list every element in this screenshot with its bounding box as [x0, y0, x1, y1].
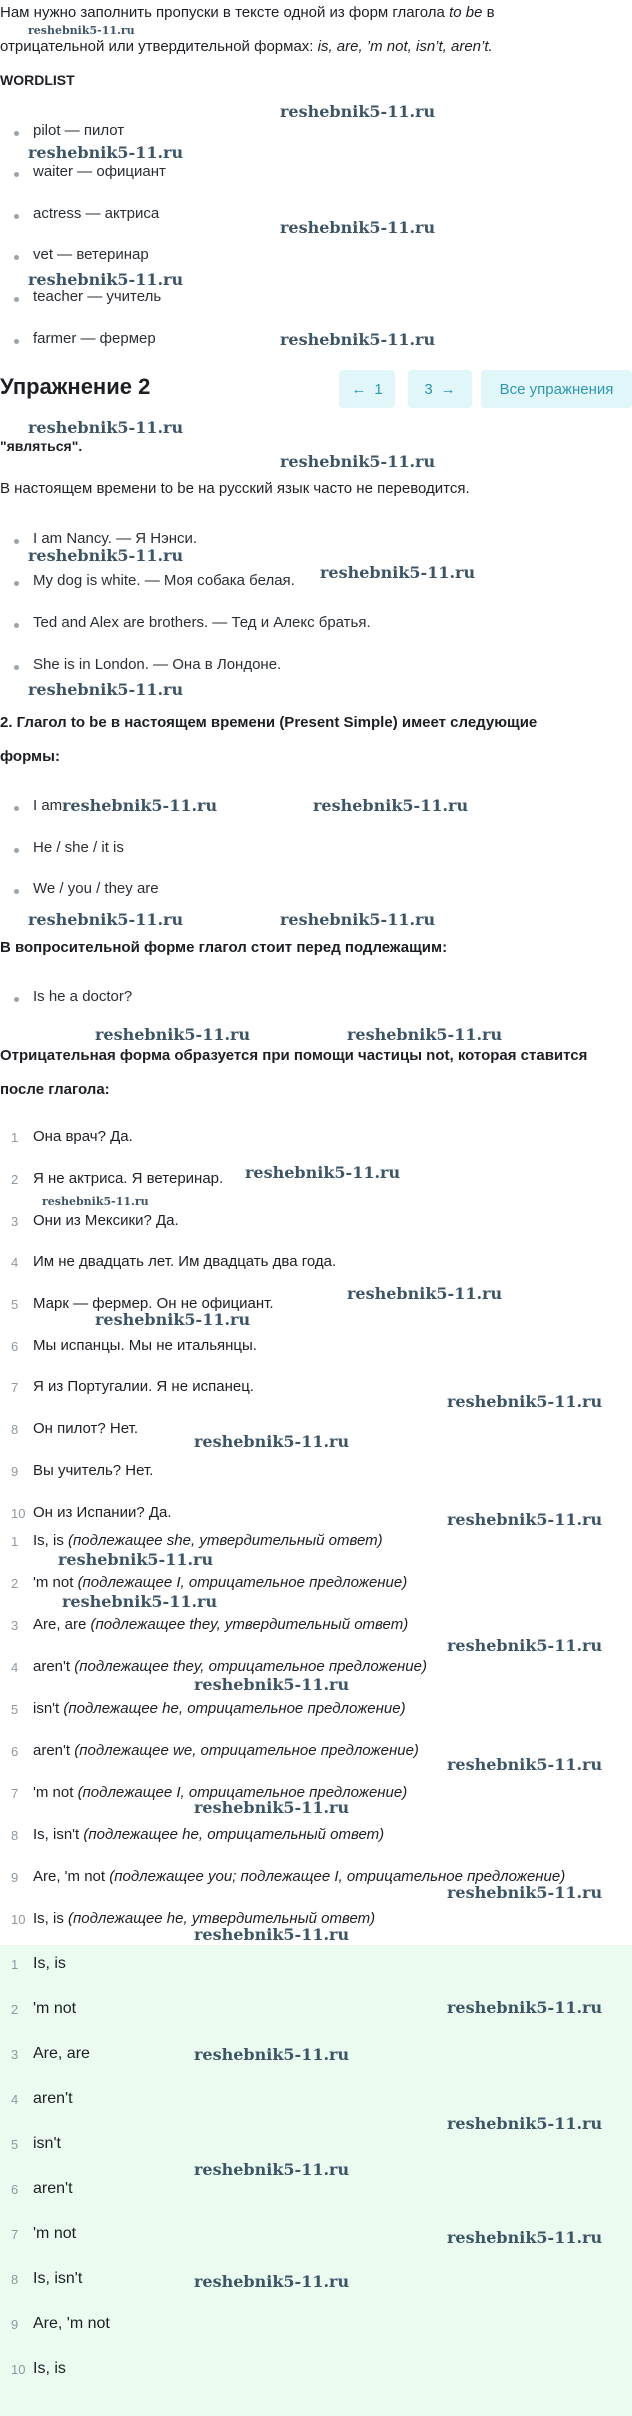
bullet-icon [14, 665, 19, 670]
watermark: reshebnik5-11.ru [194, 1432, 350, 1451]
explanation-item [33, 1658, 427, 1675]
watermark: reshebnik5-11.ru [447, 1998, 603, 2017]
explanation-note: (подлежащее she, утвердительный ответ) [68, 1532, 383, 1549]
all-exercises-button[interactable]: Все упражнения [481, 370, 632, 408]
explanation-item-number: 3 [11, 1618, 19, 1633]
explanation-answer: aren't [33, 1658, 71, 1675]
watermark: reshebnik5-11.ru [447, 1510, 603, 1529]
arrow-right-icon: → [440, 380, 456, 398]
negative-heading-1: Отрицательная форма образуется при помощи частицы not, которая ставится [0, 1047, 588, 1064]
form-item: I am [33, 797, 63, 814]
answer-item-number: 4 [11, 2092, 19, 2107]
watermark: reshebnik5-11.ru [62, 1592, 218, 1611]
forms-heading-1: 2. Глагол to be в настоящем времени (Present Simple) имеет следующие [0, 714, 538, 731]
bullet-icon [14, 581, 19, 586]
translation-item: Он из Испании? Да. [33, 1504, 172, 1521]
watermark: reshebnik5-11.ru [28, 418, 184, 437]
bullet-icon [14, 539, 19, 544]
explanation-item-number: 4 [11, 1660, 19, 1675]
answer-item-number: 5 [11, 2137, 19, 2152]
explanation-answer: isn't [33, 1700, 60, 1717]
explanation-item-number: 1 [11, 1534, 19, 1549]
watermark: reshebnik5-11.ru [313, 796, 469, 815]
bullet-icon [14, 623, 19, 628]
cut-line: "являться". [0, 438, 83, 454]
answer-item: aren't [33, 2180, 73, 2197]
answer-item-number: 10 [11, 2362, 26, 2377]
watermark: reshebnik5-11.ru [194, 1675, 350, 1694]
answer-item: 'm not [33, 2225, 77, 2242]
watermark: reshebnik5-11.ru [42, 1195, 149, 1208]
translation-item-number: 6 [11, 1339, 19, 1354]
answer-item: Is, is [33, 1955, 66, 1972]
arrow-left-icon: ← [351, 380, 367, 398]
bullet-icon [14, 131, 19, 136]
translation-item: Я из Португалии. Я не испанец. [33, 1378, 254, 1395]
bullet-icon [14, 806, 19, 811]
answer-item: Is, isn't [33, 2270, 83, 2287]
answer-item: 'm not [33, 2000, 77, 2017]
answer-item: Is, is [33, 2360, 66, 2377]
to-be-note: В настоящем времени to be на русский язык часто не переводится. [0, 480, 470, 497]
watermark: reshebnik5-11.ru [28, 910, 184, 929]
explanation-answer: Are, 'm not [33, 1868, 106, 1885]
explanation-note: (подлежащее I, отрицательное предложение) [77, 1784, 408, 1801]
watermark: reshebnik5-11.ru [280, 218, 436, 237]
explanation-answer: Is, is [33, 1910, 64, 1927]
watermark: reshebnik5-11.ru [447, 2114, 603, 2133]
explanation-note: (подлежащее we, отрицательное предложение) [74, 1742, 419, 1759]
explanation-answer: 'm not [33, 1784, 74, 1801]
watermark: reshebnik5-11.ru [447, 1636, 603, 1655]
wordlist-item: farmer — фермер [33, 330, 156, 347]
explanation-note: (подлежащее he, отрицательный ответ) [83, 1826, 385, 1843]
explanation-item-number: 5 [11, 1702, 19, 1717]
watermark: reshebnik5-11.ru [28, 270, 184, 289]
question-example: Is he a doctor? [33, 988, 133, 1005]
watermark: reshebnik5-11.ru [194, 1925, 350, 1944]
watermark: reshebnik5-11.ru [58, 1550, 214, 1569]
prev-exercise-button[interactable]: ← 1 [339, 370, 395, 408]
watermark: reshebnik5-11.ru [194, 2045, 350, 2064]
bullet-icon [14, 297, 19, 302]
translation-item: Она врач? Да. [33, 1128, 133, 1145]
answer-item-number: 1 [11, 1957, 19, 1972]
translation-item: Им не двадцать лет. Им двадцать два года. [33, 1253, 337, 1270]
wordlist-title: WORDLIST [0, 72, 75, 88]
explanation-note: (подлежащее they, отрицательное предложение) [74, 1658, 427, 1675]
translation-item-number: 7 [11, 1380, 19, 1395]
wordlist-item: pilot — пилот [33, 122, 125, 139]
watermark: reshebnik5-11.ru [347, 1025, 503, 1044]
translation-item-number: 2 [11, 1172, 19, 1187]
explanation-item [33, 1700, 406, 1717]
answer-item: Are, are [33, 2045, 90, 2062]
translation-item-number: 3 [11, 1214, 19, 1229]
translation-item: Он пилот? Нет. [33, 1420, 138, 1437]
forms-heading-2: формы: [0, 748, 60, 765]
answer-item-number: 9 [11, 2317, 19, 2332]
explanation-answer: aren't [33, 1742, 71, 1759]
translation-item-number: 1 [11, 1130, 19, 1145]
watermark: reshebnik5-11.ru [28, 143, 184, 162]
explanation-item [33, 1826, 384, 1843]
bullet-icon [14, 997, 19, 1002]
answer-item-number: 6 [11, 2182, 19, 2197]
example-item: My dog is white. — Моя собака белая. [33, 572, 295, 589]
translation-item: Я не актриса. Я ветеринар. [33, 1170, 224, 1187]
example-item: She is in London. — Она в Лондоне. [33, 656, 282, 673]
wordlist-item: actress — актриса [33, 205, 160, 222]
explanation-item-number: 7 [11, 1786, 19, 1801]
watermark: reshebnik5-11.ru [95, 1310, 251, 1329]
explanation-answer: Is, isn't [33, 1826, 80, 1843]
answer-item: isn't [33, 2135, 61, 2152]
translation-item-number: 4 [11, 1255, 19, 1270]
watermark: reshebnik5-11.ru [28, 680, 184, 699]
watermark: reshebnik5-11.ru [194, 2160, 350, 2179]
watermark: reshebnik5-11.ru [280, 910, 436, 929]
example-item: Ted and Alex are brothers. — Тед и Алекс братья. [33, 614, 371, 631]
form-item: We / you / they are [33, 880, 159, 897]
answer-item: Are, 'm not [33, 2315, 110, 2332]
answer-item-number: 2 [11, 2002, 19, 2017]
explanation-item-number: 2 [11, 1576, 19, 1591]
watermark: reshebnik5-11.ru [280, 452, 436, 471]
intro-line-1: Нам нужно заполнить пропуски в тексте одной из форм глагола to be в [0, 4, 495, 21]
answer-item: aren't [33, 2090, 73, 2107]
translation-item-number: 8 [11, 1422, 19, 1437]
wordlist-item: waiter — официант [33, 163, 166, 180]
watermark: reshebnik5-11.ru [194, 2272, 350, 2291]
exercise-title: Упражнение 2 [0, 374, 151, 399]
explanation-item-number: 6 [11, 1744, 19, 1759]
translation-item: Вы учитель? Нет. [33, 1462, 154, 1479]
bullet-icon [14, 214, 19, 219]
translation-item-number: 5 [11, 1297, 19, 1312]
answer-item-number: 7 [11, 2227, 19, 2242]
watermark: reshebnik5-11.ru [447, 1392, 603, 1411]
question-heading: В вопросительной форме глагол стоит перед подлежащим: [0, 939, 448, 956]
watermark: reshebnik5-11.ru [280, 102, 436, 121]
translation-item: Мы испанцы. Мы не итальянцы. [33, 1337, 257, 1354]
negative-heading-2: после глагола: [0, 1081, 110, 1098]
wordlist-item: vet — ветеринар [33, 246, 149, 263]
bullet-icon [14, 339, 19, 344]
explanation-note: (подлежащее he, утвердительный ответ) [68, 1910, 376, 1927]
translation-item-number: 9 [11, 1464, 19, 1479]
explanation-item-number: 8 [11, 1828, 19, 1843]
watermark: reshebnik5-11.ru [347, 1284, 503, 1303]
wordlist-item: teacher — учитель [33, 288, 162, 305]
watermark: reshebnik5-11.ru [280, 330, 436, 349]
watermark: reshebnik5-11.ru [447, 1755, 603, 1774]
bullet-icon [14, 255, 19, 260]
watermark: reshebnik5-11.ru [320, 563, 476, 582]
watermark: reshebnik5-11.ru [62, 796, 218, 815]
watermark: reshebnik5-11.ru [194, 1798, 350, 1817]
watermark: reshebnik5-11.ru [447, 2228, 603, 2247]
explanation-note: (подлежащее I, отрицательное предложение) [77, 1574, 408, 1591]
explanation-answer: 'm not [33, 1574, 74, 1591]
explanation-item-number: 10 [11, 1912, 26, 1927]
explanation-note: (подлежащее they, утвердительный ответ) [90, 1616, 409, 1633]
explanation-note: (подлежащее you; подлежащее I, отрицательное предложение) [109, 1868, 566, 1885]
answer-item-number: 8 [11, 2272, 19, 2287]
watermark: reshebnik5-11.ru [95, 1025, 251, 1044]
watermark: reshebnik5-11.ru [28, 24, 135, 37]
form-item: He / she / it is [33, 839, 124, 856]
explanation-item [33, 1616, 408, 1633]
watermark: reshebnik5-11.ru [28, 546, 184, 565]
explanation-item [33, 1742, 419, 1759]
watermark: reshebnik5-11.ru [447, 1883, 603, 1902]
explanation-answer: Is, is [33, 1532, 64, 1549]
intro-em-1: to be [449, 4, 483, 21]
intro-line-2: отрицательной или утвердительной формах: is, are, ’m not, isn’t, aren’t. [0, 38, 493, 55]
bullet-icon [14, 848, 19, 853]
translation-item-number: 10 [11, 1506, 26, 1521]
explanation-item-number: 9 [11, 1870, 19, 1885]
explanation-item [33, 1574, 407, 1591]
intro-em-2: is, are, ’m not, isn’t, aren’t. [317, 38, 493, 55]
explanation-note: (подлежащее he, отрицательное предложение) [63, 1700, 406, 1717]
next-exercise-button[interactable]: 3 → [408, 370, 472, 408]
translation-item: Они из Мексики? Да. [33, 1212, 179, 1229]
bullet-icon [14, 172, 19, 177]
example-item: I am Nancy. — Я Нэнси. [33, 530, 198, 547]
answer-item-number: 3 [11, 2047, 19, 2062]
bullet-icon [14, 889, 19, 894]
watermark: reshebnik5-11.ru [245, 1163, 401, 1182]
explanation-answer: Are, are [33, 1616, 87, 1633]
translation-item: Марк — фермер. Он не официант. [33, 1295, 274, 1312]
explanation-item [33, 1532, 383, 1549]
